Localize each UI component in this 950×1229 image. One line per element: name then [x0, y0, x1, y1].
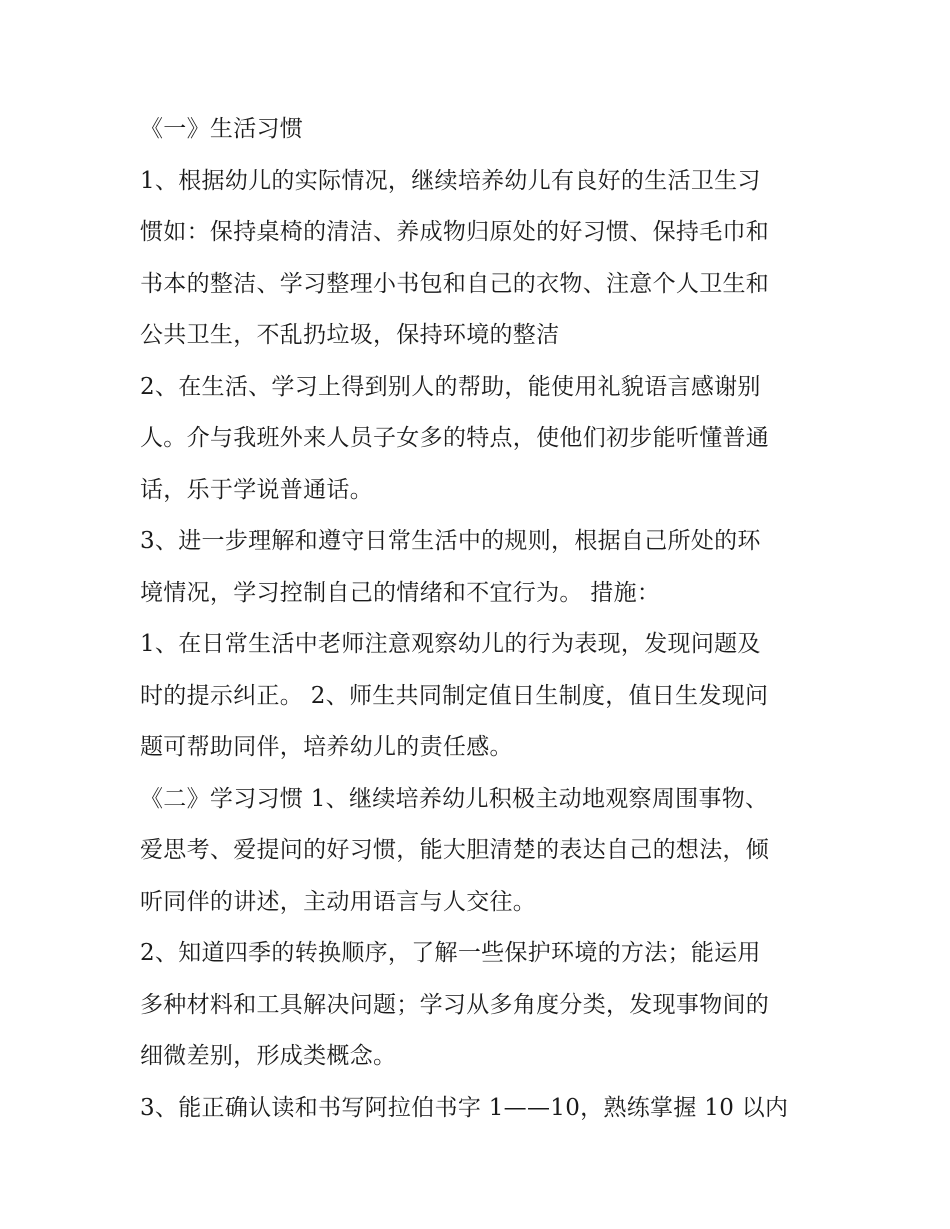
- text-line: 细微差别，形成类概念。: [140, 1043, 397, 1069]
- text-line: 题可帮助同伴，培养幼儿的责任感。: [140, 734, 513, 760]
- text-line: 爱思考、爱提问的好习惯，能大胆清楚的表达自己的想法，倾: [140, 837, 770, 863]
- text-line: 多种材料和工具解决问题；学习从多角度分类，发现事物间的: [140, 991, 770, 1018]
- text-line: 2、在生活、学习上得到别人的帮助，能使用礼貌语言感谢别: [140, 373, 761, 400]
- text-line: 公共卫生，不乱扔垃圾，保持环境的整洁: [140, 322, 560, 348]
- text-line: 3、能正确认读和书写阿拉伯书字 1——10，熟练掌握 10 以内: [140, 1094, 789, 1121]
- text-line: 1、根据幼儿的实际情况，继续培养幼儿有良好的生活卫生习: [140, 167, 761, 194]
- text-line: 境情况，学习控制自己的情绪和不宜行为。 措施：: [140, 579, 661, 606]
- text-line: 惯如：保持桌椅的清洁、养成物归原处的好习惯、保持毛巾和: [140, 219, 770, 245]
- text-line: 3、进一步理解和遵守日常生活中的规则，根据自己所处的环: [140, 528, 761, 554]
- text-line: 话，乐于学说普通话。: [140, 476, 373, 503]
- text-line: 人。介与我班外来人员子女多的特点，使他们初步能听懂普通: [140, 425, 770, 451]
- text-line: 听同伴的讲述，主动用语言与人交往。: [140, 888, 537, 915]
- section-heading-study-habits: 《二》学习习惯 1、继续培养幼儿积极主动地观察周围事物、: [140, 785, 769, 812]
- text-line: 书本的整洁、学习整理小书包和自己的衣物、注意个人卫生和: [140, 270, 770, 297]
- text-line: 2、知道四季的转换顺序，了解一些保护环境的方法；能运用: [140, 940, 761, 966]
- document-body: [140, 104, 820, 1134]
- text-line: 1、在日常生活中老师注意观察幼儿的行为表现，发现问题及: [140, 631, 761, 657]
- text-line: 时的提示纠正。 2、师生共同制定值日生制度，值日生发现问: [140, 682, 769, 709]
- section-heading-living-habits: 《一》生活习惯: [140, 116, 304, 142]
